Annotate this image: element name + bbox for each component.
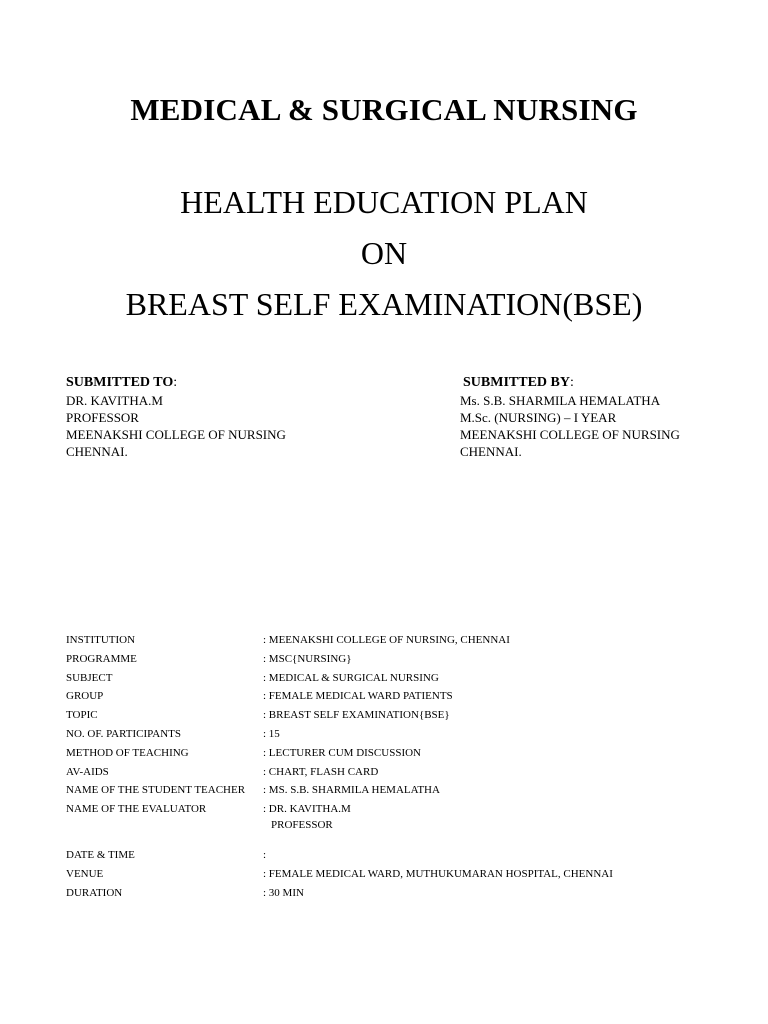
detail-label: VENUE [66,867,104,880]
submitted-by-city: CHENNAI. [460,444,522,459]
detail-value: : CHART, FLASH CARD [263,765,379,778]
detail-label: DURATION [66,886,123,899]
detail-value: : MEENAKSHI COLLEGE OF NURSING, CHENNAI [263,634,510,646]
submitted-to-heading: SUBMITTED TO: [66,375,178,390]
detail-value: : MEDICAL & SURGICAL NURSING [263,671,439,684]
submitted-by-name: Ms. S.B. SHARMILA HEMALATHA [460,393,661,408]
detail-label: NAME OF THE EVALUATOR [66,803,207,816]
evaluator-name: : DR. KAVITHA.M [263,803,351,816]
detail-label: AV-AIDS [66,765,109,778]
detail-value: : 30 MIN [263,886,304,899]
submitted-by-college: MEENAKSHI COLLEGE OF NURSING [460,427,680,442]
submitted-to-block [66,374,286,460]
detail-value: : BREAST SELF EXAMINATION{BSE} [263,709,450,722]
plan-title-line-1: HEALTH EDUCATION PLAN [180,184,588,220]
detail-label: PROGRAMME [66,652,137,665]
detail-label: NO. OF. PARTICIPANTS [66,727,182,740]
detail-value: : MS. S.B. SHARMILA HEMALATHA [263,784,440,797]
detail-label: DATE & TIME [66,849,135,862]
plan-title-line-2: ON [360,235,408,271]
detail-label: GROUP [66,690,104,703]
submitted-by-heading: SUBMITTED BY: [463,375,574,390]
detail-value: : MSC{NURSING} [263,652,352,665]
submitted-to-city: CHENNAI. [66,444,128,459]
document-title: MEDICAL & SURGICAL NURSING [130,92,638,127]
submitted-by-course: M.Sc. (NURSING) – I YEAR [460,410,617,425]
detail-label: METHOD OF TEACHING [66,746,189,759]
evaluator-designation: PROFESSOR [271,819,333,832]
detail-label: SUBJECT [66,671,113,684]
detail-label: TOPIC [66,709,98,722]
detail-value: : FEMALE MEDICAL WARD PATIENTS [263,690,453,703]
detail-value: : [263,849,267,862]
detail-value: : LECTURER CUM DISCUSSION [263,746,421,759]
detail-value: : FEMALE MEDICAL WARD, MUTHUKUMARAN HOSPITAL, CHENNAI [263,867,613,880]
detail-label: INSTITUTION [66,634,136,646]
submitted-to-college: MEENAKSHI COLLEGE OF NURSING [66,427,286,442]
detail-label: NAME OF THE STUDENT TEACHER [66,784,246,797]
submitted-to-designation: PROFESSOR [66,410,139,425]
submitted-to-name: DR. KAVITHA.M [66,393,163,408]
detail-value [263,801,351,833]
submitted-by-block [460,374,680,460]
detail-value: : 15 [263,727,280,740]
plan-title-line-3: BREAST SELF EXAMINATION(BSE) [125,286,643,322]
